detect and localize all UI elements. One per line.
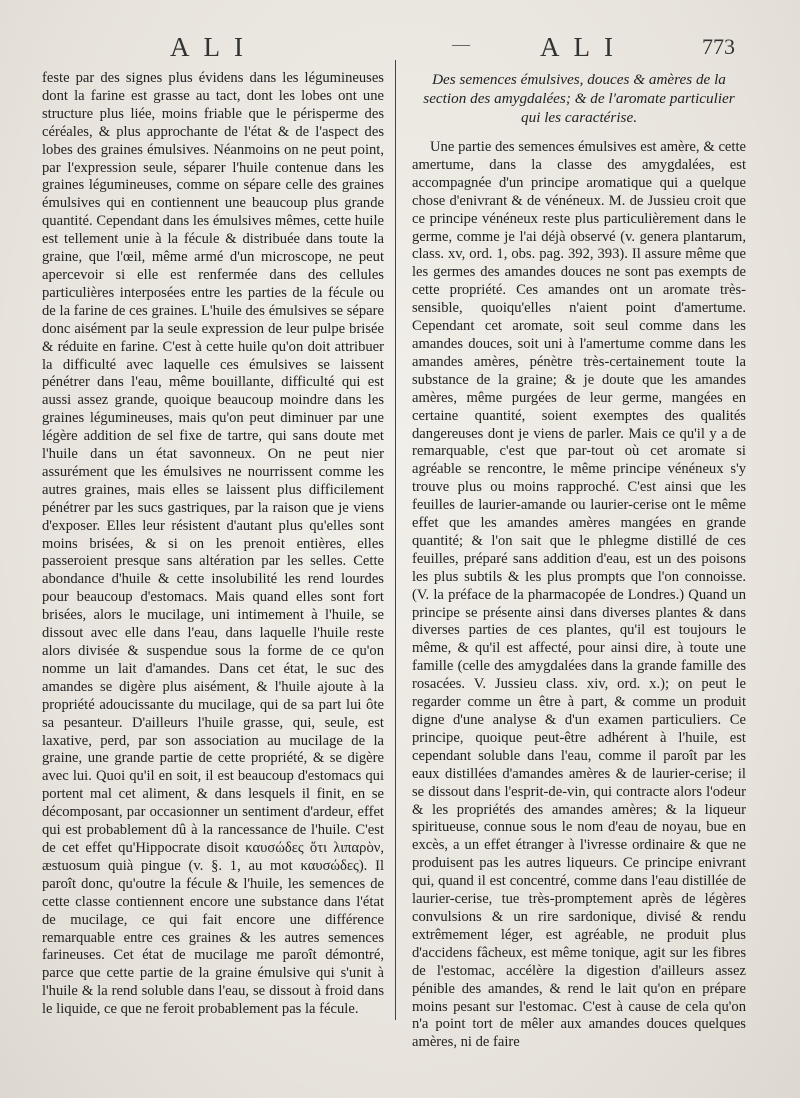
left-column-text: feste par des signes plus évidens dans les légumineuses dont la farine est grasse au tact, dont les lobes ont une structure plus liée, moins friable que le périsperme des céréales, & plus approchante de l'état & de l'aspect des lobes des graines émulsives. Néanmoins on ne peut point, par l'expression seule, séparer l'huile contenue dans les graines légumineuses, comme on sépare celle des graines émulsives qui en contiennent une beaucoup plus grande quantité. Cependant dans les émulsives mêmes, cette huile est tellement unie à la fécule & distribuée dans toute la graine, que l'œil, même armé d'un microscope, ne peut apercevoir si elle est renfermée dans des cellules particulières interposées entre les parties de la fécule ou de la farine de ces graines. L'huile des émulsives se sépare donc aisément par la seule expression de leur pulpe brisée & réduite en farine. C'est à cette huile qu'on doit attribuer la difficulté avec laquelle ces émulsives se laissent pénétrer dans l'eau, même bouillante, difficulté qui est aussi assez grande, quoique beaucoup moindre dans les graines légumineuses, mais qu'on peut diminuer par une légère addition de sel fixe de tartre, qui sans doute met l'huile dans un état savonneux. On ne peut nier assurément que les émulsives ne nourrissent comme les autres graines, mais elles se laissent plus difficilement pénétrer par les sucs gastriques, par la raison que je viens d'exposer. Elles leur résistent d'autant plus qu'elles sont moins brisées, & si on les prenoit entières, elles passeroient presque sans altération par les selles. Cette abondance d'huile & cette insolubilité les rend lourdes pour beaucoup d'estomacs. Mais quand elles sont fort brisées, alors le mucilage, uni intimement à l'huile, se dissout avec elle dans l'eau, dans laquelle l'huile reste alors divisée & suspendue sous la forme de ce qu'on nomme un lait d'amandes. Dans cet état, le suc des amandes se digère plus aisément, & l'huile ajoute à la propriété adoucissante du mucilage, qui de sa part lui ôte sa pesanteur. D'ailleurs l'huile grasse, qui, seule, est laxative, perd, par son association au mucilage de la graine, une grande partie de cette propriété, & se digère avec lui. Quoi qu'il en soit, il est beaucoup d'estomacs qui portent mal cet aliment, & dans lesquels il finit, en se décomposant, par occasionner un sentiment d'ardeur, effet qui est probablement dû à la rancessance de l'huile. C'est de cet effet qu'Hippocrate disoit καυσώδες ὅτι λιπαρὸν, æstuosum quià pingue (v. §. 1, au mot καυσώδες). Il paroît donc, qu'outre la fécule & l'huile, les semences de cette classe contiennent encore une substance dans l'état de mucilage, ce qui fait encore une différence remarquable entre ces graines & les autres semences farineuses. Cet état de mucilage me paroît démontré, parce que cette partie de la graine émulsive qui s'unit à l'huile & la rend soluble dans l'eau, se dissout à froid dans le liquide, ce que ne feroit probablement pas la fécule. [42, 70, 384, 1018]
header-dash: — [452, 34, 470, 54]
section-heading: Des semences émulsives, douces & amères de la section des amygdalées; & de l'aromate particulier qui les caractérise. [423, 71, 735, 126]
running-title-right: ALI [540, 32, 627, 62]
running-header [0, 32, 800, 72]
right-column-text: Une partie des semences émulsives est amère, & cette amertume, dans la classe des amygdalées, est accompagnée d'un principe aromatique qui a quelque chose d'enivrant & de vénéneux. M. de Jussieu croit que ce principe vénéneux reste plus particulièrement dans le germe, comme je l'ai déjà observé (v. genera plantarum, class. xv, ord. 1, obs. pag. 392, 393). Il assure même que les germes des amandes douces ne sont pas exempts de cette propriété. Ces amandes ont un aromate très-sensible, quoiqu'elles n'aient point d'amertume. Cependant cet aromate, soit seul comme dans les amandes douces, soit uni à l'amertume comme dans les amandes amères, pénètre très-certainement toute la substance de la graine; & je doute que les amandes amères, même purgées de leur germe, mangées en certaine quantité, soient exemptes des qualités dangereuses dont je viens de parler. Mais ce qu'il y a de remarquable, c'est que par-tout où cet aromate si agréable se rencontre, le même principe vénéneux s'y trouve plus ou moins rapproché. C'est ainsi que les feuilles de laurier-amande ou laurier-cerise ont le même effet que les amandes amères mangées en grande quantité; & l'on sait que le phlegme distillé de ces feuilles, préparé sans addition d'eau, est un des poisons les plus subtils & les plus prompts que l'on connoisse. (V. la préface de la pharmacopée de Londres.) Quand un principe se présente ainsi dans diverses plantes & dans diverses parties de ces plantes, qu'il est toujours le même, & qu'il est affecté, pour ainsi dire, à toute une famille (celle des amygdalées dans la grande famille des rosacées. V. Jussieu class. xiv, ord. x.); on peut le regarder comme un être à part, & comme un produit digne d'une analyse & d'un examen particuliers. Ce principe, quoique peut-être adhérent à l'huile, est cependant soluble dans l'eau, comme il paroît par les eaux distillées d'amandes amères & de laurier-cerise; il se dissout dans l'esprit-de-vin, qui contracte alors l'odeur & les propriétés des amandes amères; & la liqueur spiritueuse, connue sous le nom d'eau de noyau, bue en excès, a un effet étranger à l'ivresse ordinaire & que ne produisent pas les autres liqueurs. Ce principe enivrant qui, quand il est concentré, comme dans l'eau distillée de laurier-cerise, tue très-promptement après de légères convulsions & un rire sardonique, divisé & rendu extrêmement léger, est agréable, ne produit plus d'accidens fâcheux, est même tonique, agit sur les fibres de l'estomac, accélère la digestion d'ailleurs assez pénible des amandes, & rend le lait qu'on en prépare moins pesant sur l'estomac. C'est à cause de cela qu'on n'a point tort de mêler aux amandes douces quelques amères, ni de faire [412, 139, 746, 1051]
running-title-left: ALI [170, 32, 257, 62]
page-number: 773 [702, 34, 735, 59]
right-column [412, 70, 746, 1052]
column-divider [395, 60, 396, 1020]
left-column [42, 70, 384, 1019]
